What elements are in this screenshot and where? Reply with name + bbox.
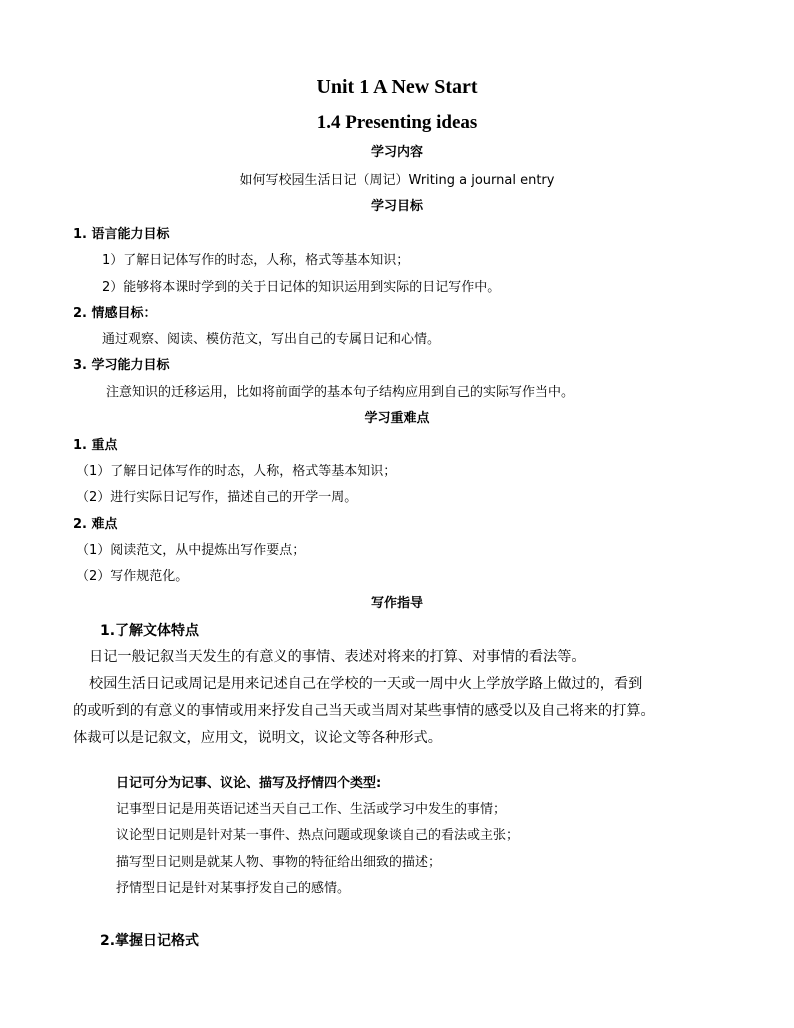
section1-title: 1.了解文体特点 [100, 623, 200, 639]
focus-item: （2）进行实际日记写作，描述自己的开学一周。 [76, 490, 358, 505]
section1-paragraph-line: 体裁可以是记叙文，应用文，说明文，议论文等各种形式。 [73, 730, 442, 746]
difficulty-item: （2）写作规范化。 [76, 569, 189, 584]
content-text: 如何写校园生活日记（周记）Writing a journal entry [239, 173, 555, 188]
diary-type-item: 描写型日记则是就某人物、事物的特征给出细致的描述； [116, 855, 442, 870]
difficulty-title: 2. 难点 [73, 517, 118, 532]
learning-objective-text: 注意知识的迁移运用，比如将前面学的基本句子结构应用到自己的实际写作当中。 [106, 385, 575, 400]
diary-type-item: 议论型日记则是针对某一事件、热点问题或现象谈自己的看法或主张； [116, 828, 520, 843]
language-objective-item: 1）了解日记体写作的时态，人称，格式等基本知识； [102, 253, 410, 268]
focus-title: 1. 重点 [73, 438, 118, 453]
objectives-heading: 学习目标 [370, 199, 423, 214]
guide-heading: 写作指导 [370, 596, 423, 611]
learning-objective-title: 3. 学习能力目标 [73, 358, 170, 373]
focus-item: （1）了解日记体写作的时态，人称，格式等基本知识； [76, 464, 397, 479]
language-objective-title: 1. 语言能力目标 [73, 227, 170, 242]
language-objective-item: 2）能够将本课时学到的关于日记体的知识运用到实际的日记写作中。 [102, 280, 501, 295]
diary-type-item: 记事型日记是用英语记述当天自己工作、生活或学习中发生的事情； [116, 802, 507, 817]
section1-paragraph-line: 的或听到的有意义的事情或用来抒发自己当天或当周对某些事情的感受以及自己将来的打算。 [73, 703, 655, 719]
difficulty-item: （1）阅读范文，从中提炼出写作要点； [76, 543, 306, 558]
section1-paragraph: 日记一般记叙当天发生的有意义的事情、表述对将来的打算、对事情的看法等。 [89, 649, 586, 665]
emotion-objective-text: 通过观察、阅读、模仿范文，写出自己的专属日记和心情。 [102, 332, 441, 347]
section2-title: 2.掌握日记格式 [100, 933, 200, 949]
lesson-title: 1.4 Presenting ideas [316, 112, 478, 133]
diary-type-item: 抒情型日记是针对某事抒发自己的感情。 [116, 881, 351, 896]
emotion-objective-title: 2. 情感目标： [73, 306, 157, 321]
key-points-heading: 学习重难点 [364, 411, 430, 426]
section1-paragraph-line: 校园生活日记或周记是用来记述自己在学校的一天或一周中火上学放学路上做过的，看到 [89, 676, 643, 692]
content-heading: 学习内容 [370, 145, 423, 160]
diary-types-title: 日记可分为记事、议论、描写及抒情四个类型: [116, 776, 382, 791]
unit-title: Unit 1 A New Start [316, 76, 478, 98]
